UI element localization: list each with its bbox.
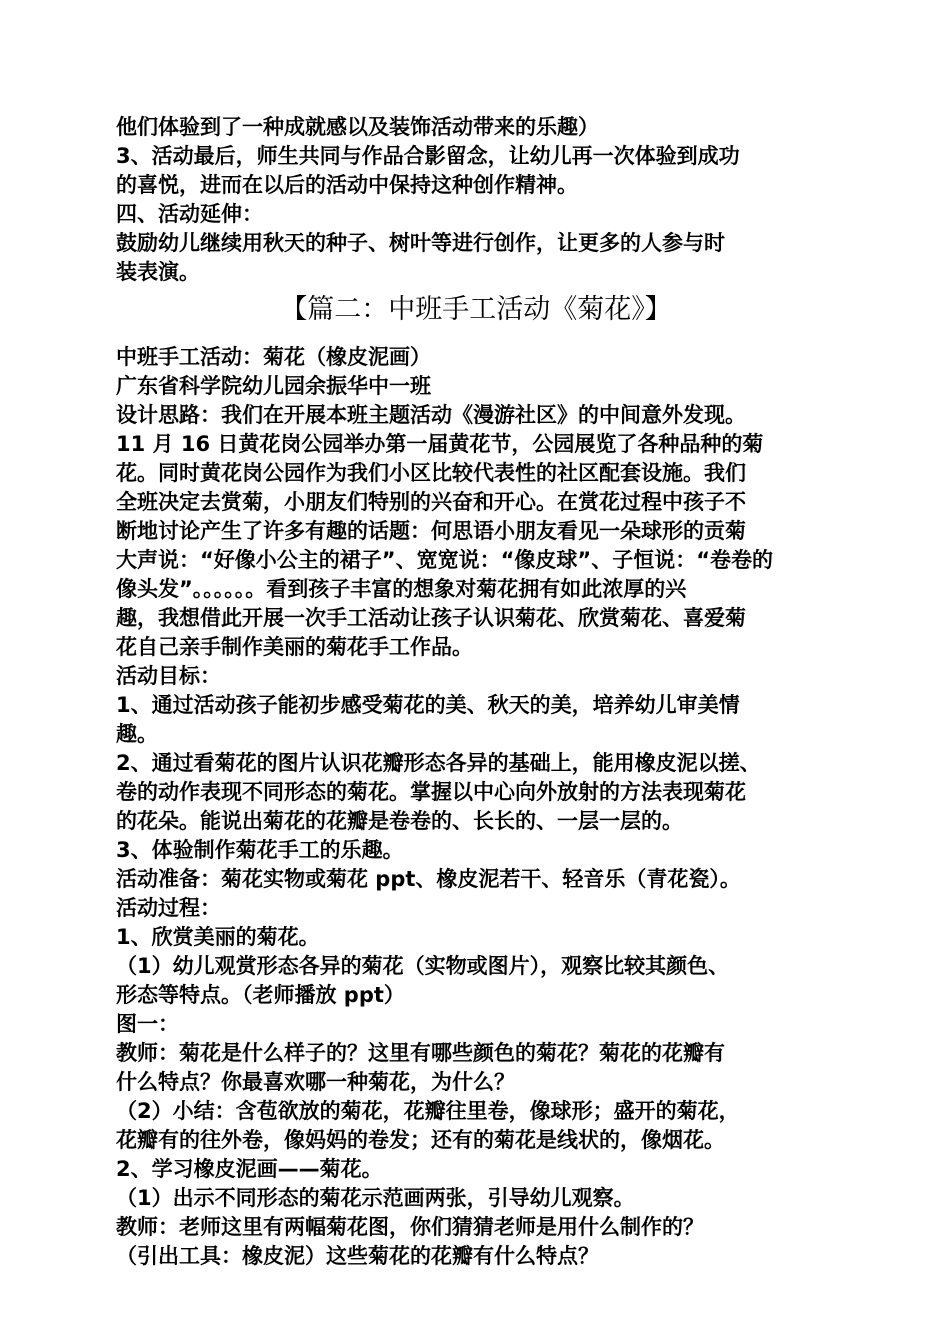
text-line: 3、活动最后，师生共同与作品合影留念，让幼儿再一次体验到成功 [116, 144, 740, 168]
text-line: 教师：老师这里有两幅菊花图，你们猜猜老师是用什么制作的？ [116, 1215, 704, 1239]
text-line: 3、体验制作菊花手工的乐趣。 [116, 838, 404, 862]
text-line: 全班决定去赏菊，小朋友们特别的兴奋和开心。在赏花过程中孩子不 [116, 490, 746, 514]
text-line: 大声说：“好像小公主的裙子”、宽宽说：“像皮球”、子恒说：“卷卷的 [116, 548, 774, 572]
text-line: 活动目标： [116, 664, 221, 688]
text-line: 2、学习橡皮泥画——菊花。 [116, 1157, 383, 1181]
text-line: 中班手工活动：菊花（橡皮泥画） [116, 345, 431, 369]
text-line: 1、欣赏美丽的菊花。 [116, 925, 320, 949]
text-line: 教师：菊花是什么样子的？这里有哪些颜色的菊花？菊花的花瓣有 [116, 1041, 725, 1065]
text-line: 四、活动延伸： [116, 202, 263, 226]
text-line: 的喜悦，进而在以后的活动中保持这种创作精神。 [116, 173, 578, 197]
text-line: 设计思路：我们在开展本班主题活动《漫游社区》的中间意外发现。 [116, 403, 746, 427]
text-line: 活动过程： [116, 896, 221, 920]
section-title: 【篇二：中班手工活动《菊花》】 [280, 294, 672, 325]
text-line: 活动准备：菊花实物或菊花 ppt、橡皮泥若干、轻音乐（青花瓷）。 [116, 867, 741, 891]
text-line: （引出工具：橡皮泥）这些菊花的花瓣有什么特点？ [116, 1244, 599, 1268]
text-line: 装表演。 [116, 260, 200, 284]
section-body-text [116, 343, 836, 1271]
text-line: 卷的动作表现不同形态的菊花。掌握以中心向外放射的方法表现菊花 [116, 780, 746, 804]
text-line: 趣。 [116, 722, 158, 746]
text-line: 2、通过看菊花的图片认识花瓣形态各异的基础上，能用橡皮泥以搓、 [116, 751, 761, 775]
text-line: 鼓励幼儿继续用秋天的种子、树叶等进行创作，让更多的人参与时 [116, 231, 725, 255]
text-line: 1、通过活动孩子能初步感受菊花的美、秋天的美，培养幼儿审美情 [116, 693, 740, 717]
text-line: 花瓣有的往外卷，像妈妈的卷发；还有的菊花是线状的，像烟花。 [116, 1128, 725, 1152]
text-line: （1）幼儿观赏形态各异的菊花（实物或图片），观察比较其颜色、 [116, 954, 730, 978]
text-line: 他们体验到了一种成就感以及装饰活动带来的乐趣） [116, 115, 599, 139]
text-line: 趣，我想借此开展一次手工活动让孩子认识菊花、欣赏菊花、喜爱菊 [116, 606, 746, 630]
text-line: 花自己亲手制作美丽的菊花手工作品。 [116, 635, 473, 659]
text-line: 广东省科学院幼儿园余振华中一班 [116, 374, 431, 398]
text-line: 11 月 16 日黄花岗公园举办第一届黄花节，公园展览了各种品种的菊 [116, 432, 764, 456]
text-line: 像头发”。。。。。。看到孩子丰富的想象对菊花拥有如此浓厚的兴 [116, 577, 687, 601]
previous-section-text [116, 113, 836, 287]
text-line: 花。同时黄花岗公园作为我们小区比较代表性的社区配套设施。我们 [116, 461, 746, 485]
text-line: 断地讨论产生了许多有趣的话题：何思语小朋友看见一朵球形的贡菊 [116, 519, 746, 543]
document-body [116, 113, 836, 1271]
text-line: 的花朵。能说出菊花的花瓣是卷卷的、长长的、一层一层的。 [116, 809, 683, 833]
text-line: 形态等特点。（老师播放 ppt） [116, 983, 405, 1007]
text-line: （2）小结：含苞欲放的菊花，花瓣往里卷，像球形；盛开的菊花， [116, 1099, 740, 1123]
text-line: 什么特点？你最喜欢哪一种菊花，为什么？ [116, 1070, 515, 1094]
text-line: （1）出示不同形态的菊花示范画两张，引导幼儿观察。 [116, 1186, 635, 1210]
text-line: 图一： [116, 1012, 179, 1036]
